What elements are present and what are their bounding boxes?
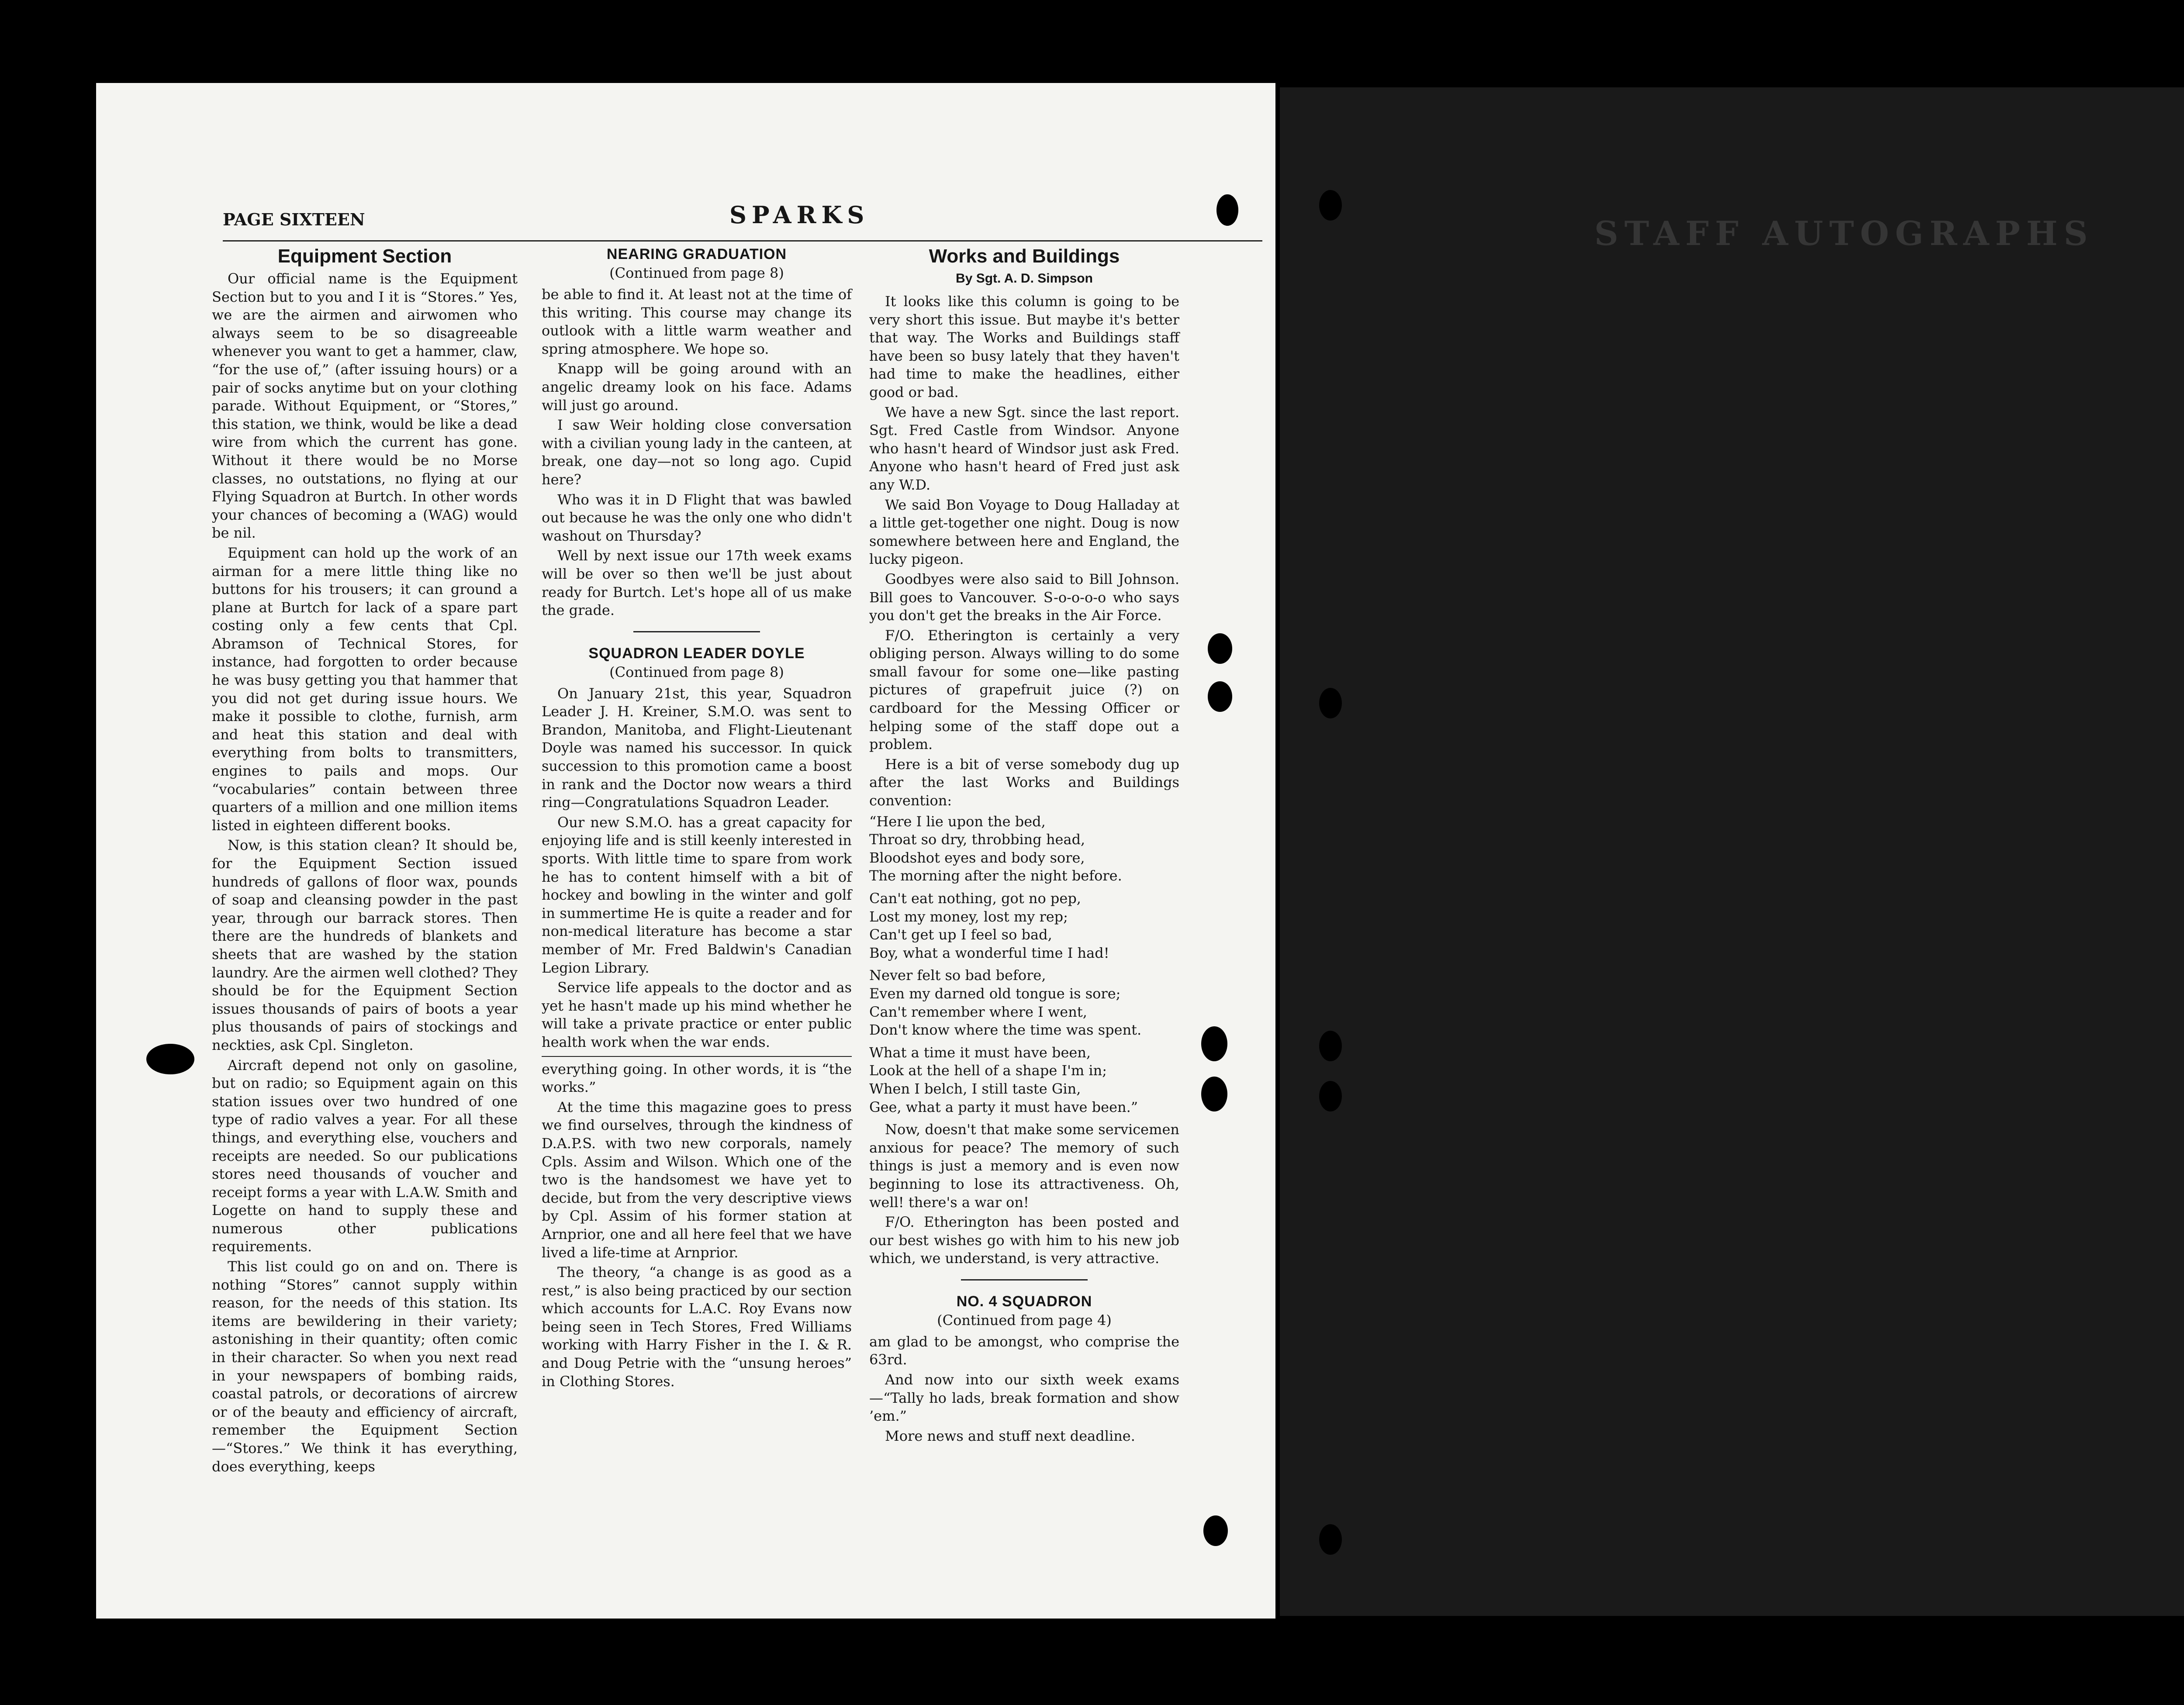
continued-note: (Continued from page 8) — [609, 663, 784, 680]
punch-hole — [1203, 1515, 1228, 1546]
verse-line: Lost my money, lost my rep; — [869, 908, 1068, 925]
verse-stanza — [869, 1044, 1179, 1116]
article-paragraph: Aircraft depend not only on gasoline, but on radio; so Equipment again on this station issues over two hundred of one type of radio valves a year. For all these things, and everything else, vouchers and receipts are needed. So our publications stores need thousands of voucher and receipt forms a year with L.A.W. Smith and Logette on hand to supply these and numerous other publications requirements. — [212, 1056, 518, 1255]
verse-line: Can't eat nothing, got no pep, — [869, 890, 1081, 907]
verse-stanza — [869, 813, 1179, 885]
article-paragraph: Well by next issue our 17th week exams will be over so then we'll be just about ready for Burtch. Let's hope all of us make the grade. — [542, 547, 852, 619]
article-paragraph: Service life appeals to the doctor and as yet he hasn't made up his mind whether he will take a private practice or enter public health work when the war ends. — [542, 979, 852, 1050]
works-and-buildings-title: Works and Buildings — [929, 245, 1120, 267]
article-paragraph: More news and stuff next deadline. — [885, 1427, 1135, 1444]
punch-hole — [1319, 190, 1342, 221]
article-paragraph: Who was it in D Flight that was bawled out because he was the only one who didn't washout on Thursday? — [542, 491, 852, 544]
verse-stanza — [869, 890, 1179, 962]
verse-line: Can't remember where I went, — [869, 1003, 1087, 1020]
verse-line: Throat so dry, throbbing head, — [869, 831, 1085, 848]
verse-line: Even my darned old tongue is sore; — [869, 985, 1121, 1002]
article-paragraph: Now, is this station clean? It should be, for the Equipment Section issued hundreds of gallons of floor wax, pounds of soap and cleansing powder in the past year, through our barrack stores. Then there are the hundreds of blankets and sheets that are washed by the station laundry. Are the airmen well clothed? They should be for the Equipment Section issues thousands of pairs of boots a year plus thousands of pairs of stockings and neckties, ask Cpl. Singleton. — [212, 837, 518, 1053]
nearing-graduation-title: NEARING GRADUATION — [606, 246, 787, 262]
column-divider — [542, 1056, 852, 1057]
punch-hole — [1319, 1031, 1342, 1061]
punch-hole — [1319, 688, 1342, 718]
article-paragraph: am glad to be amongst, who comprise the 63rd. — [869, 1333, 1179, 1368]
autograph-page — [1280, 87, 2184, 1616]
equipment-section-title: Equipment Section — [277, 245, 452, 267]
article-paragraph: And now into our sixth week exams—“Tally ho lads, break formation and show ’em.” — [869, 1371, 1179, 1425]
section-divider — [961, 1279, 1088, 1280]
article-paragraph: At the time this magazine goes to press we find ourselves, through the kindness of D.A.P.S. with two new corporals, namely Cpls. Assim and Wilson. Which one of the two is the handsomest we have yet to decide, but from the very descriptive views by Cpl. Assim of his former station at Arnprior, one and all here feel that we have lived a life-time at Arnprior. — [542, 1098, 852, 1261]
verse-line: Gee, what a party it must have been.” — [869, 1098, 1138, 1115]
verse-line: Boy, what a wonderful time I had! — [869, 944, 1109, 961]
article-paragraph: We have a new Sgt. since the last report. Sgt. Fred Castle from Windsor. Anyone who hasn't heard of Windsor just ask Fred. Anyone who hasn't heard of Fred just ask any W.D. — [869, 404, 1179, 493]
staff-autographs-title: STAFF AUTOGRAPHS — [1594, 214, 2094, 253]
column-middle — [542, 245, 852, 1392]
verse-line: “Here I lie upon the bed, — [869, 813, 1046, 830]
verse-line: Can't get up I feel so bad, — [869, 926, 1052, 943]
verse-line: Bloodshot eyes and body sore, — [869, 849, 1085, 866]
column-works-and-buildings — [869, 245, 1179, 1447]
article-paragraph: This list could go on and on. There is nothing “Stores” cannot supply within reason, for the needs of this station. Its items are bewildering in their variety; astonishing in their quantity; often comic in their character. So when you next read in your newspapers of bombing raids, coastal patrols, or decorations of aircrew or of the beauty and efficiency of aircraft, remember the Equipment Section—“Stores.” We think it has everything, does everything, keeps — [212, 1258, 518, 1475]
section-divider — [633, 631, 760, 632]
punch-hole — [1319, 1081, 1342, 1111]
byline: By Sgt. A. D. Simpson — [956, 271, 1093, 286]
article-paragraph: F/O. Etherington has been posted and our best wishes go with him to his new job which, we understand, is very attractive. — [869, 1214, 1179, 1267]
article-paragraph: Here is a bit of verse somebody dug up after the last Works and Buildings convention: — [869, 756, 1179, 809]
verse-line: Never felt so bad before, — [869, 967, 1046, 984]
verse-line: What a time it must have been, — [869, 1044, 1091, 1061]
squadron-leader-doyle-title: SQUADRON LEADER DOYLE — [588, 645, 805, 662]
verse-line: Don't know where the time was spent. — [869, 1022, 1142, 1039]
punch-hole — [1319, 1524, 1342, 1555]
page-number-label: PAGE SIXTEEN — [223, 210, 365, 229]
article-paragraph: Our official name is the Equipment Section but to you and I it is “Stores.” Yes, we are the airmen and airwomen who always seem to be so disagreeable whenever you want to get a hammer, claw, “for the use of,” (after issuing hours) or a pair of socks anytime but on your clothing parade. Without Equipment, or “Stores,” this station, we think, would be like a dead wire from which the current has gone. Without it there would be no Morse classes, no outstations, no flying at our Flying Squadron at Burtch. In other words your chances of becoming a (WAG) would be nil. — [212, 270, 518, 542]
article-paragraph: everything going. In other words, it is “the works.” — [542, 1060, 852, 1096]
newsletter-page — [96, 83, 1275, 1619]
article-paragraph: On January 21st, this year, Squadron Leader J. H. Kreiner, S.M.O. was sent to Brandon, Manitoba, and Flight-Lieutenant Doyle was named his successor. In quick succession to this promotion came a boost in rank and the Doctor now wears a third ring—Congratulations Squadron Leader. — [542, 685, 852, 811]
article-paragraph: Our new S.M.O. has a great capacity for enjoying life and is still keenly interested in sports. With little time to spare from work he has to content himself with a bit of hockey and bowling in the winter and golf in summertime He is quite a reader and for non-medical literature has become a star member of Mr. Fred Baldwin's Canadian Legion Library. — [542, 814, 852, 976]
article-paragraph: We said Bon Voyage to Doug Halladay at a little get-together one night. Doug is now somewhere between here and England, the lucky pigeon. — [869, 496, 1179, 568]
verse-line: Look at the hell of a shape I'm in; — [869, 1062, 1107, 1079]
verse-line: The morning after the night before. — [869, 867, 1122, 884]
article-paragraph: Equipment can hold up the work of an airman for a mere little thing like no buttons for his trousers; it can ground a plane at Burtch for lack of a spare part costing only a few cents that Cpl. Abramson of Technical Stores, for instance, had forgotten to order because he was busy getting you that hammer that you did not get during issue hours. We make it possible to clothe, furnish, arm and heat this station and deal with everything from bolts to transmitters, engines to pails and mops. Our “vocabularies” contain between three quarters of a million and one million items listed in eighteen different books. — [212, 544, 518, 834]
ink-blot — [146, 1044, 194, 1074]
article-paragraph: It looks like this column is going to be very short this issue. But maybe it's better that way. The Works and Buildings staff have been so busy lately that they haven't had time to make the headlines, either good or bad. — [869, 293, 1179, 400]
article-paragraph: Knapp will be going around with an angelic dreamy look on his face. Adams will just go around. — [542, 360, 852, 414]
punch-hole — [1201, 1077, 1227, 1111]
article-paragraph: I saw Weir holding close conversation with a civilian young lady in the canteen, at break, one day—not so long ago. Cupid here? — [542, 417, 852, 488]
verse-line: When I belch, I still taste Gin, — [869, 1080, 1081, 1097]
continued-note: (Continued from page 4) — [937, 1312, 1112, 1329]
column-equipment-section — [212, 245, 518, 1477]
masthead-title: SPARKS — [729, 201, 870, 229]
punch-hole — [1208, 633, 1232, 664]
no-4-squadron-title: NO. 4 SQUADRON — [956, 1293, 1092, 1310]
page-header — [223, 201, 1262, 242]
punch-hole — [1208, 681, 1232, 712]
article-paragraph: The theory, “a change is as good as a rest,” is also being practiced by our section which accounts for L.A.C. Roy Evans now being seen in Tech Stores, Fred Williams working with Harry Fisher in the I. & R. and Doug Petrie with the “unsung heroes” in Clothing Stores. — [542, 1264, 852, 1390]
article-paragraph: be able to find it. At least not at the time of this writing. This course may change its outlook with a little warm weather and spring atmosphere. We hope so. — [542, 286, 852, 357]
verse-stanza — [869, 966, 1179, 1039]
article-paragraph: F/O. Etherington is certainly a very obliging person. Always willing to do some small favour for some one—like pasting pictures of grapefruit juice (?) on cardboard for the Messing Officer or helping some of the staff dope out a problem. — [869, 627, 1179, 753]
continued-note: (Continued from page 8) — [609, 265, 784, 281]
punch-hole — [1201, 1026, 1227, 1061]
punch-hole — [1216, 194, 1238, 226]
article-paragraph: Now, doesn't that make some servicemen anxious for peace? The memory of such things is just a memory and is even now beginning to lose its attractiveness. Oh, well! there's a war on! — [869, 1121, 1179, 1211]
article-paragraph: Goodbyes were also said to Bill Johnson. Bill goes to Vancouver. S-o-o-o-o who says you don't get the breaks in the Air Force. — [869, 570, 1179, 624]
